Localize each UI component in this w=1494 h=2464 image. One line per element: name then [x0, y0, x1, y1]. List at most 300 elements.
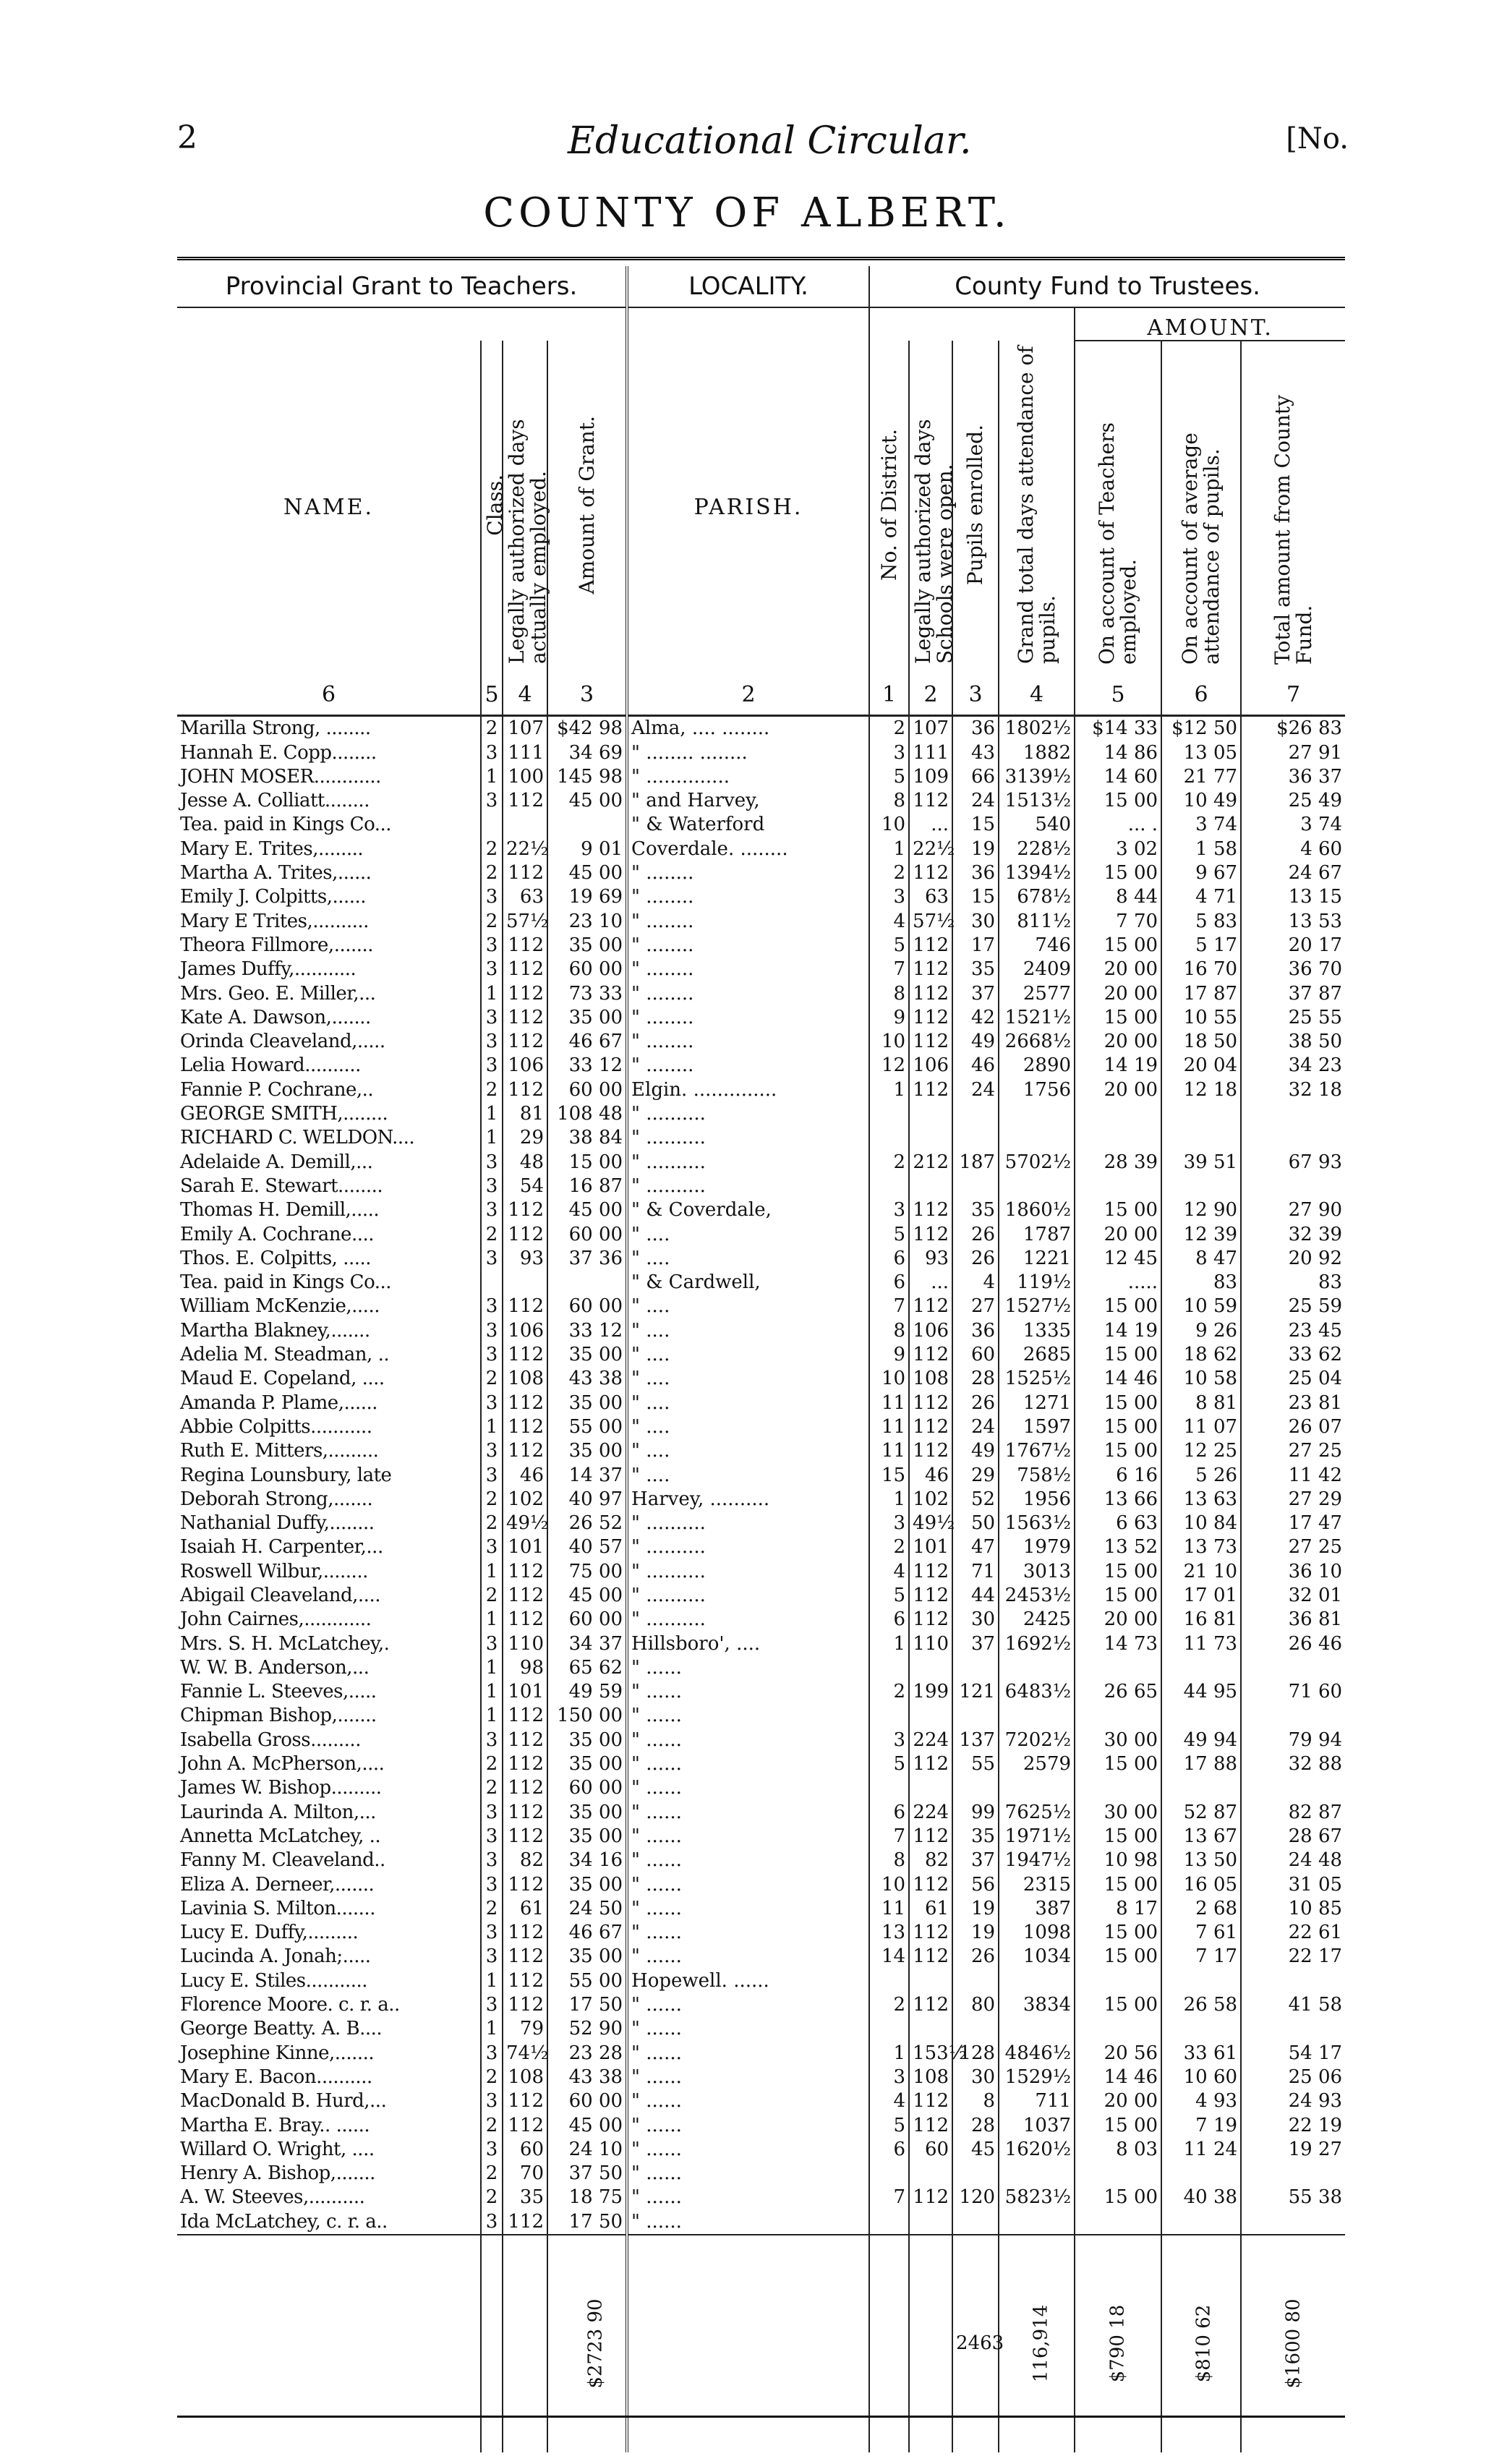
total-cell	[1241, 1776, 1345, 1800]
table-row	[177, 1439, 1345, 1463]
days-employed-cell: 112	[503, 958, 547, 981]
parish-cell: Alma, .... ........	[627, 716, 869, 741]
class-cell: 2	[481, 1367, 503, 1391]
days-open-cell: 112	[909, 1825, 952, 1849]
attendance-cell: 1527½	[999, 1295, 1075, 1318]
avg-attendance-cell: 5 83	[1161, 909, 1241, 933]
days-employed-cell: 112	[503, 934, 547, 958]
attendance-cell: 1394½	[999, 861, 1075, 885]
parish-cell: " ....	[627, 1463, 869, 1487]
table-row	[177, 1632, 1345, 1655]
teacher-name: John Cairnes,............	[177, 1608, 481, 1632]
days-open-cell: 108	[909, 2066, 952, 2089]
table-row	[177, 765, 1345, 789]
grant-cell: 23 10	[547, 909, 627, 933]
parish-cell: " ......	[627, 2186, 869, 2209]
pupils-cell	[952, 2162, 999, 2186]
days-open-cell: 49½	[909, 1512, 952, 1535]
district-cell	[869, 1175, 909, 1198]
parish-cell: " and Harvey,	[627, 789, 869, 813]
table-row	[177, 1415, 1345, 1439]
days-open-cell: 112	[909, 789, 952, 813]
teacher-name: Orinda Cleaveland,.....	[177, 1030, 481, 1054]
attendance-cell: 711	[999, 2089, 1075, 2113]
teacher-name: Ruth E. Mitters,.........	[177, 1439, 481, 1463]
teacher-name: Martha Blakney,.......	[177, 1318, 481, 1342]
grant-cell: 49 59	[547, 1680, 627, 1704]
table-row	[177, 2066, 1345, 2089]
avg-attendance-cell: 2 68	[1161, 1897, 1241, 1921]
district-cell: 10	[869, 813, 909, 837]
days-open-cell: 108	[909, 1367, 952, 1391]
grant-cell: 35 00	[547, 1825, 627, 1849]
district-cell	[869, 1704, 909, 1728]
avg-attendance-cell: 11 07	[1161, 1415, 1241, 1439]
teachers-amount-cell: 15 00	[1075, 1415, 1161, 1439]
attendance-cell: 1525½	[999, 1367, 1075, 1391]
days-open-cell	[909, 1969, 952, 1992]
days-employed-cell: 112	[503, 1391, 547, 1415]
teachers-amount-cell: 12 45	[1075, 1247, 1161, 1271]
parish-cell: " ......	[627, 1945, 869, 1969]
class-cell: 1	[481, 1102, 503, 1126]
grant-cell: 108 48	[547, 1102, 627, 1126]
teachers-amount-cell: 14 46	[1075, 1367, 1161, 1391]
teacher-name: Thos. E. Colpitts, .....	[177, 1247, 481, 1271]
teachers-amount-cell: 20 00	[1075, 981, 1161, 1005]
days-open-cell: 112	[909, 981, 952, 1005]
total-teachers: $790 18	[1106, 2304, 1129, 2383]
total-cell: 25 06	[1288, 2066, 1343, 2088]
teacher-name: Fannie P. Cochrane,..	[177, 1078, 481, 1101]
avg-attendance-cell: 7 19	[1161, 2113, 1241, 2137]
class-cell: 2	[481, 1488, 503, 1512]
table-row	[177, 1993, 1345, 2017]
total-cell: 31 05	[1288, 1873, 1343, 1896]
avg-attendance-cell: 17 88	[1161, 1752, 1241, 1776]
grant-cell: 52 90	[547, 2017, 627, 2041]
grant-cell: 34 37	[547, 1632, 627, 1655]
total-cell: 55 38	[1288, 2186, 1343, 2209]
class-cell: 2	[481, 2066, 503, 2089]
col-teachers: On account of Teachers employed.	[1095, 422, 1141, 665]
district-cell: 5	[869, 1222, 909, 1246]
total-grant: $2723 90	[584, 2298, 607, 2389]
days-open-cell: 112	[909, 2186, 952, 2209]
teacher-name: Regina Lounsbury, late	[177, 1463, 481, 1487]
parish-cell: " ........ ........	[627, 741, 869, 764]
parish-cell: " ....	[627, 1343, 869, 1367]
teachers-amount-cell: 15 00	[1075, 1584, 1161, 1608]
days-employed-cell: 35	[503, 2186, 547, 2209]
district-cell: 3	[869, 1728, 909, 1752]
teachers-amount-cell: 13 66	[1075, 1488, 1161, 1512]
class-cell: 2	[481, 2186, 503, 2209]
teacher-name: Marilla Strong, ........	[177, 716, 481, 741]
parish-cell: " ..........	[627, 1584, 869, 1608]
total-cell: 32 18	[1288, 1078, 1343, 1101]
teachers-amount-cell: 15 00	[1075, 1343, 1161, 1367]
teachers-amount-cell: 20 56	[1075, 2041, 1161, 2065]
table-row	[177, 909, 1345, 933]
table-row	[177, 1006, 1345, 1030]
col-number: 6	[1161, 674, 1241, 716]
days-employed-cell: 112	[503, 789, 547, 813]
total-cell	[1241, 2017, 1345, 2041]
attendance-cell: 746	[999, 934, 1075, 958]
grant-cell: 45 00	[547, 861, 627, 885]
teachers-amount-cell: 3 02	[1075, 837, 1161, 861]
teacher-name: Nathanial Duffy,........	[177, 1512, 481, 1535]
teacher-name: Fanny M. Cleaveland..	[177, 1849, 481, 1872]
teachers-amount-cell: 28 39	[1075, 1150, 1161, 1174]
class-cell: 3	[481, 2138, 503, 2162]
district-cell: 9	[869, 1006, 909, 1030]
parish-cell: " ......	[627, 2041, 869, 2065]
avg-attendance-cell	[1161, 1969, 1241, 1992]
total-cell: 25 59	[1288, 1295, 1343, 1318]
district-cell: 1	[869, 2041, 909, 2065]
days-employed-cell: 112	[503, 1415, 547, 1439]
parish-cell: " ........	[627, 981, 869, 1005]
avg-attendance-cell	[1161, 1704, 1241, 1728]
teachers-amount-cell: 7 70	[1075, 909, 1161, 933]
teacher-name: Chipman Bishop,.......	[177, 1704, 481, 1728]
total-cell	[1241, 1969, 1345, 1992]
district-cell: 7	[869, 1295, 909, 1318]
table-row	[177, 1897, 1345, 1921]
attendance-cell: 6483½	[999, 1680, 1075, 1704]
total-cell: 82 87	[1288, 1801, 1343, 1823]
total-cell: 20 92	[1288, 1247, 1343, 1269]
class-cell: 3	[481, 789, 503, 813]
district-cell: 5	[869, 1584, 909, 1608]
district-cell	[869, 2162, 909, 2186]
pupils-cell: 55	[952, 1752, 999, 1776]
district-cell: 6	[869, 1247, 909, 1271]
parish-cell: " ......	[627, 2066, 869, 2089]
grant-cell: 65 62	[547, 1656, 627, 1680]
col-number: 3	[952, 674, 999, 716]
grant-cell: 23 28	[547, 2041, 627, 2065]
avg-attendance-cell	[1161, 1175, 1241, 1198]
table-row	[177, 837, 1345, 861]
teachers-amount-cell	[1075, 2209, 1161, 2234]
total-cell: 26 07	[1288, 1415, 1343, 1438]
table-row	[177, 861, 1345, 885]
grant-cell: 150 00	[547, 1704, 627, 1728]
total-cell: 32 01	[1288, 1584, 1343, 1606]
teacher-name: JOHN MOSER............	[177, 765, 481, 789]
attendance-cell: 1971½	[999, 1825, 1075, 1849]
grant-cell: 60 00	[547, 2089, 627, 2113]
district-cell: 6	[869, 1271, 909, 1295]
days-open-cell: 109	[909, 765, 952, 789]
col-class: Class.	[483, 474, 507, 536]
district-cell	[869, 2017, 909, 2041]
page-number: 2	[177, 119, 197, 156]
table-row	[177, 958, 1345, 981]
pupils-cell: 50	[952, 1512, 999, 1535]
parish-cell: " ......	[627, 2209, 869, 2234]
teacher-name: Adelaide A. Demill,...	[177, 1150, 481, 1174]
district-cell: 4	[869, 909, 909, 933]
days-employed-cell: 81	[503, 1102, 547, 1126]
days-open-cell: 224	[909, 1800, 952, 1824]
total-cell: 41 58	[1288, 1994, 1343, 2016]
teachers-amount-cell: 20 00	[1075, 1078, 1161, 1101]
avg-attendance-cell: 44 95	[1161, 1680, 1241, 1704]
class-cell: 3	[481, 1849, 503, 1872]
total-cell: 13 53	[1288, 910, 1343, 932]
avg-attendance-cell: 16 70	[1161, 958, 1241, 981]
attendance-cell: 1979	[999, 1535, 1075, 1559]
grant-cell: 35 00	[547, 1343, 627, 1367]
district-cell: 2	[869, 1680, 909, 1704]
avg-attendance-cell: 5 26	[1161, 1463, 1241, 1487]
days-open-cell: 111	[909, 741, 952, 764]
days-employed-cell: 101	[503, 1535, 547, 1559]
col-pupils: Pupils enrolled.	[963, 424, 988, 586]
grant-cell: 17 50	[547, 2209, 627, 2234]
teachers-amount-cell: 8 44	[1075, 885, 1161, 909]
total-cell: 71 60	[1288, 1681, 1343, 1703]
class-cell: 2	[481, 1512, 503, 1535]
col-number: 2	[627, 674, 869, 716]
total-pupils: 2463	[956, 2332, 1004, 2355]
grant-cell: 145 98	[547, 765, 627, 789]
district-cell: 9	[869, 1343, 909, 1367]
days-employed-cell	[503, 813, 547, 837]
total-cell	[1241, 1102, 1345, 1126]
class-cell: 1	[481, 2017, 503, 2041]
days-open-cell: ...	[909, 1271, 952, 1295]
total-cell	[1241, 1656, 1345, 1680]
total-attendance: 116,914	[1030, 2304, 1052, 2383]
class-cell: 3	[481, 1391, 503, 1415]
attendance-cell	[999, 1656, 1075, 1680]
days-open-cell: 112	[909, 861, 952, 885]
total-cell: 25 04	[1288, 1368, 1343, 1390]
group-county-fund: County Fund to Trustees.	[869, 266, 1345, 307]
grant-cell: 45 00	[547, 1198, 627, 1222]
grant-cell: 60 00	[547, 1776, 627, 1800]
class-cell: 3	[481, 934, 503, 958]
total-cell: 27 91	[1288, 741, 1343, 764]
pupils-cell: 128	[952, 2041, 999, 2065]
district-cell: 2	[869, 1535, 909, 1559]
avg-attendance-cell: 12 39	[1161, 1222, 1241, 1246]
class-cell: 3	[481, 2089, 503, 2113]
pupils-cell	[952, 1126, 999, 1150]
table-row	[177, 1921, 1345, 1945]
teacher-name: Henry A. Bishop,.......	[177, 2162, 481, 2186]
parish-cell: " ......	[627, 2089, 869, 2113]
days-open-cell: 63	[909, 885, 952, 909]
avg-attendance-cell: 16 81	[1161, 1608, 1241, 1632]
attendance-cell: 2579	[999, 1752, 1075, 1776]
grant-cell: 55 00	[547, 1969, 627, 1992]
class-cell	[481, 813, 503, 837]
days-employed-cell: 70	[503, 2162, 547, 2186]
table-row	[177, 1271, 1345, 1295]
teachers-amount-cell: 15 00	[1075, 1295, 1161, 1318]
total-cell	[1241, 1704, 1345, 1728]
district-cell: 11	[869, 1391, 909, 1415]
district-cell: 8	[869, 1318, 909, 1342]
days-employed-cell: 112	[503, 1704, 547, 1728]
col-avg-attendance: On account of average attendance of pupils.	[1178, 432, 1224, 665]
pupils-cell: 30	[952, 909, 999, 933]
avg-attendance-cell	[1161, 2209, 1241, 2234]
avg-attendance-cell: 12 90	[1161, 1198, 1241, 1222]
grant-cell: 43 38	[547, 1367, 627, 1391]
col-number: 6	[177, 674, 481, 716]
avg-attendance-cell: 52 87	[1161, 1800, 1241, 1824]
total-cell: 27 90	[1288, 1199, 1343, 1222]
attendance-cell	[999, 1704, 1075, 1728]
district-cell: 1	[869, 1078, 909, 1101]
parish-cell: " ....	[627, 1295, 869, 1318]
teacher-name: Sarah E. Stewart........	[177, 1175, 481, 1198]
teacher-name: Laurinda A. Milton,...	[177, 1800, 481, 1824]
days-open-cell	[909, 1126, 952, 1150]
days-employed-cell: 112	[503, 1295, 547, 1318]
group-provincial: Provincial Grant to Teachers.	[177, 266, 627, 307]
teacher-name: Lucy E. Stiles...........	[177, 1969, 481, 1992]
class-cell: 3	[481, 1945, 503, 1969]
class-cell: 1	[481, 1415, 503, 1439]
district-cell	[869, 2209, 909, 2234]
class-cell: 2	[481, 716, 503, 741]
table-row	[177, 1030, 1345, 1054]
days-open-cell: 110	[909, 1632, 952, 1655]
parish-cell: " ........	[627, 934, 869, 958]
total-cell: 3 74	[1300, 814, 1343, 836]
days-employed-cell: 63	[503, 885, 547, 909]
attendance-cell: 387	[999, 1897, 1075, 1921]
teachers-amount-cell	[1075, 1175, 1161, 1198]
teacher-name: Mary E Trites,..........	[177, 909, 481, 933]
total-cell: 54 17	[1288, 2042, 1343, 2064]
attendance-cell: 1787	[999, 1222, 1075, 1246]
district-cell: 11	[869, 1897, 909, 1921]
teachers-amount-cell: 20 00	[1075, 1608, 1161, 1632]
parish-cell: " ....	[627, 1391, 869, 1415]
class-cell: 3	[481, 1343, 503, 1367]
grant-cell: 16 87	[547, 1175, 627, 1198]
days-open-cell: 153½	[909, 2041, 952, 2065]
running-title: Educational Circular.	[568, 119, 972, 163]
teacher-name: Tea. paid in Kings Co...	[177, 1271, 481, 1295]
table-row	[177, 1776, 1345, 1800]
days-open-cell	[909, 2209, 952, 2234]
teacher-name: Jesse A. Colliatt........	[177, 789, 481, 813]
table-row	[177, 1488, 1345, 1512]
teacher-name: Martha E. Bray.. ......	[177, 2113, 481, 2137]
pupils-cell: 43	[952, 741, 999, 764]
avg-attendance-cell: 10 60	[1161, 2066, 1241, 2089]
top-rule	[177, 257, 1345, 260]
avg-attendance-cell: 11 73	[1161, 1632, 1241, 1655]
days-open-cell	[909, 2162, 952, 2186]
table-row	[177, 1849, 1345, 1872]
pupils-cell: 56	[952, 1872, 999, 1896]
pupils-cell: 28	[952, 2113, 999, 2137]
teacher-name: RICHARD C. WELDON....	[177, 1126, 481, 1150]
total-cell: 27 29	[1288, 1488, 1343, 1510]
days-open-cell: 112	[909, 1295, 952, 1318]
total-cell: 32 39	[1288, 1223, 1343, 1245]
teacher-name: John A. McPherson,....	[177, 1752, 481, 1776]
district-cell: 3	[869, 1198, 909, 1222]
teacher-name: Abigail Cleaveland,....	[177, 1584, 481, 1608]
parish-cell: Harvey, ..........	[627, 1488, 869, 1512]
grant-cell: 35 00	[547, 1752, 627, 1776]
teachers-amount-cell: ... .	[1075, 813, 1161, 837]
attendance-cell: 1882	[999, 741, 1075, 764]
avg-attendance-cell: 13 50	[1161, 1849, 1241, 1872]
parish-cell: " ......	[627, 1728, 869, 1752]
pupils-cell: 4	[952, 1271, 999, 1295]
col-grant: Amount of Grant.	[574, 415, 599, 594]
teachers-amount-cell: 14 46	[1075, 2066, 1161, 2089]
days-open-cell: 224	[909, 1728, 952, 1752]
district-cell: 3	[869, 1512, 909, 1535]
grant-cell: 46 67	[547, 1921, 627, 1945]
table-row	[177, 2186, 1345, 2209]
district-cell: 13	[869, 1921, 909, 1945]
district-cell: 5	[869, 2113, 909, 2137]
district-cell: 1	[869, 1488, 909, 1512]
avg-attendance-cell: 40 38	[1161, 2186, 1241, 2209]
teacher-name: Emily J. Colpitts,......	[177, 885, 481, 909]
days-open-cell: 112	[909, 1222, 952, 1246]
avg-attendance-cell: 10 58	[1161, 1367, 1241, 1391]
table-row	[177, 2162, 1345, 2186]
total-cell	[1241, 2209, 1345, 2234]
parish-cell: " & Coverdale,	[627, 1198, 869, 1222]
days-employed-cell: 74½	[503, 2041, 547, 2065]
district-cell: 2	[869, 861, 909, 885]
col-number: 5	[1075, 674, 1161, 716]
days-open-cell: 61	[909, 1897, 952, 1921]
group-amount: AMOUNT.	[1075, 307, 1345, 341]
pupils-cell: 187	[952, 1150, 999, 1174]
days-employed-cell: 112	[503, 1439, 547, 1463]
parish-cell: " ......	[627, 1752, 869, 1776]
teachers-amount-cell: 14 19	[1075, 1318, 1161, 1342]
teachers-amount-cell: 6 63	[1075, 1512, 1161, 1535]
class-cell: 3	[481, 1439, 503, 1463]
issue-label: [No.	[1286, 122, 1349, 155]
county-title: COUNTY OF ALBERT.	[483, 189, 1011, 236]
avg-attendance-cell	[1161, 1126, 1241, 1150]
grant-cell: 60 00	[547, 1078, 627, 1101]
avg-attendance-cell: 13 63	[1161, 1488, 1241, 1512]
teacher-name: George Beatty. A. B....	[177, 2017, 481, 2041]
teachers-amount-cell: 15 00	[1075, 1391, 1161, 1415]
district-cell	[869, 1776, 909, 1800]
pupils-cell: 137	[952, 1728, 999, 1752]
days-employed-cell: 112	[503, 1921, 547, 1945]
col-number: 3	[547, 674, 627, 716]
days-employed-cell: 112	[503, 1584, 547, 1608]
total-cell: 24 67	[1288, 862, 1343, 884]
attendance-cell: 1221	[999, 1247, 1075, 1271]
class-cell: 3	[481, 741, 503, 764]
total-cell: 32 88	[1288, 1753, 1343, 1775]
